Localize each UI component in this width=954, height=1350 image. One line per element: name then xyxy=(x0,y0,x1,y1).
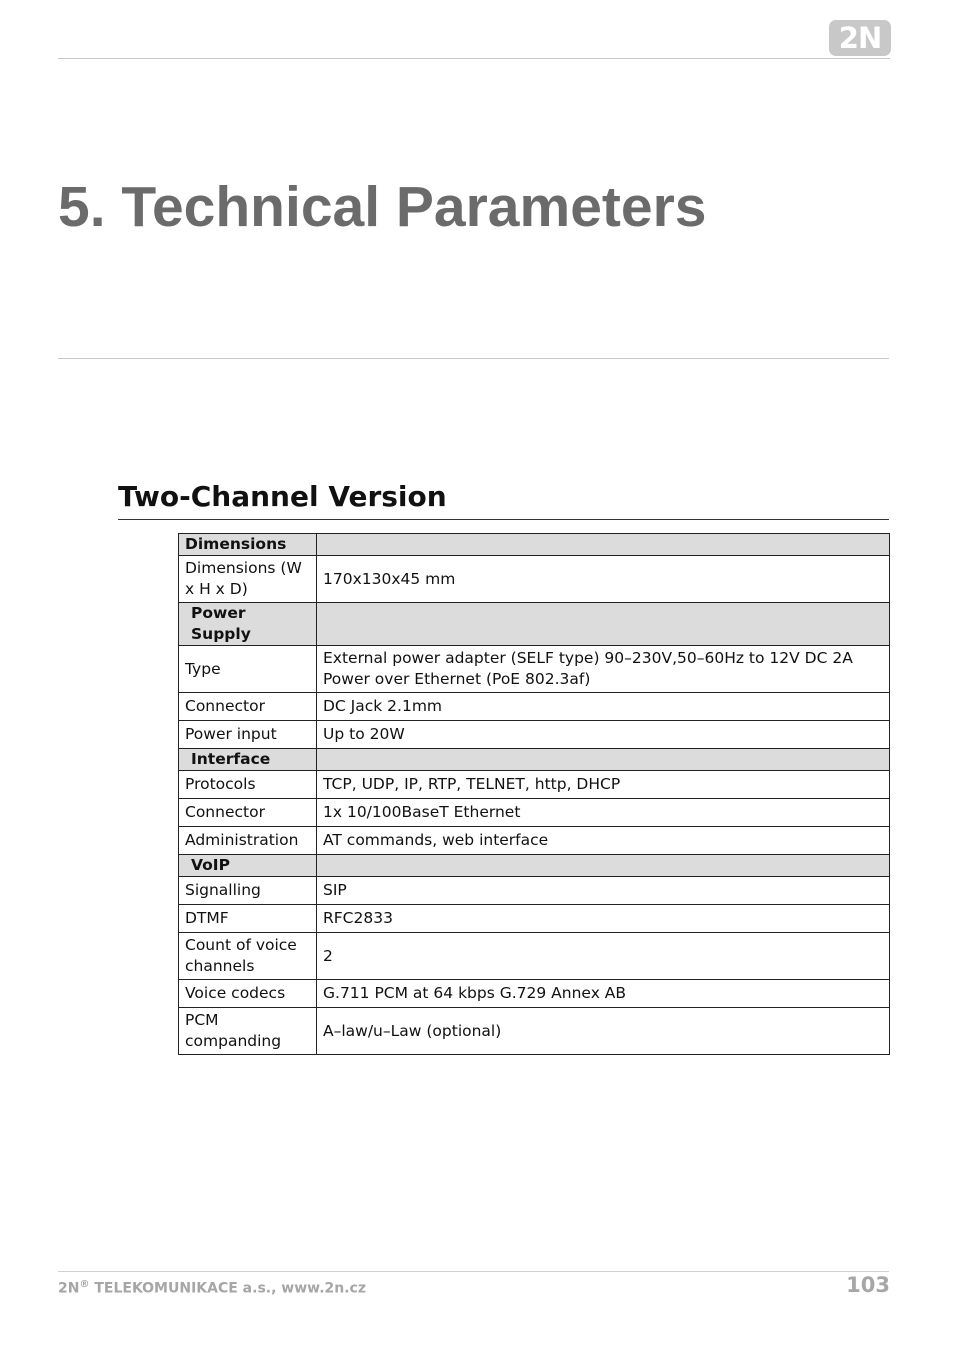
row-value: RFC2833 xyxy=(317,905,890,933)
page-number: 103 xyxy=(846,1273,890,1297)
footer-company-text: TELEKOMUNIKACE a.s., www.2n.cz xyxy=(89,1280,366,1297)
group-header-blank xyxy=(317,855,890,877)
footer-company xyxy=(58,1279,366,1297)
row-label: Administration xyxy=(179,827,317,855)
group-header-label: Interface xyxy=(179,749,317,771)
chapter-title: 5. Technical Parameters xyxy=(58,175,707,239)
row-label: Count of voice channels xyxy=(179,933,317,980)
group-header-label: Dimensions xyxy=(179,534,317,556)
logo-text: 2N xyxy=(838,21,882,55)
section-divider xyxy=(118,519,889,520)
row-label: Protocols xyxy=(179,771,317,799)
group-header-label: VoIP xyxy=(179,855,317,877)
row-value: G.711 PCM at 64 kbps G.729 Annex AB xyxy=(317,980,890,1008)
row-value: TCP, UDP, IP, RTP, TELNET, http, DHCP xyxy=(317,771,890,799)
row-label: Power input xyxy=(179,721,317,749)
table-row xyxy=(179,646,890,693)
row-value: AT commands, web interface xyxy=(317,827,890,855)
table-row xyxy=(179,877,890,905)
row-label: Type xyxy=(179,646,317,693)
technical-parameters-table xyxy=(178,533,890,1055)
group-header-blank xyxy=(317,603,890,646)
row-value: Up to 20W xyxy=(317,721,890,749)
table-row xyxy=(179,933,890,980)
row-label: Voice codecs xyxy=(179,980,317,1008)
table-group-header xyxy=(179,603,890,646)
footer-divider xyxy=(58,1271,889,1272)
row-value: DC Jack 2.1mm xyxy=(317,693,890,721)
group-header-blank xyxy=(317,534,890,556)
registered-mark: ® xyxy=(79,1279,90,1290)
row-value: External power adapter (SELF type) 90–230V,50–60Hz to 12V DC 2A Power over Ethernet (PoE 802.3af) xyxy=(317,646,890,693)
chapter-divider xyxy=(58,358,889,359)
row-label: Connector xyxy=(179,799,317,827)
row-value: A–law/u–Law (optional) xyxy=(317,1008,890,1055)
table-row xyxy=(179,905,890,933)
table-row xyxy=(179,556,890,603)
company-logo xyxy=(829,20,891,56)
row-label: Dimensions (W x H x D) xyxy=(179,556,317,603)
row-label: Signalling xyxy=(179,877,317,905)
group-header-blank xyxy=(317,749,890,771)
table-group-header xyxy=(179,749,890,771)
row-value: 1x 10/100BaseT Ethernet xyxy=(317,799,890,827)
table-row xyxy=(179,693,890,721)
table-row xyxy=(179,771,890,799)
row-value: 170x130x45 mm xyxy=(317,556,890,603)
row-label: DTMF xyxy=(179,905,317,933)
footer-brand: 2N xyxy=(58,1280,80,1297)
table-row xyxy=(179,980,890,1008)
row-value: 2 xyxy=(317,933,890,980)
section-title: Two-Channel Version xyxy=(118,480,447,513)
table-group-header xyxy=(179,855,890,877)
header-divider xyxy=(58,58,890,59)
table-group-header xyxy=(179,534,890,556)
table-row xyxy=(179,827,890,855)
table-row xyxy=(179,721,890,749)
row-label: Connector xyxy=(179,693,317,721)
table-row xyxy=(179,1008,890,1055)
row-label: PCM companding xyxy=(179,1008,317,1055)
row-value: SIP xyxy=(317,877,890,905)
table-row xyxy=(179,799,890,827)
group-header-label: Power Supply xyxy=(179,603,317,646)
